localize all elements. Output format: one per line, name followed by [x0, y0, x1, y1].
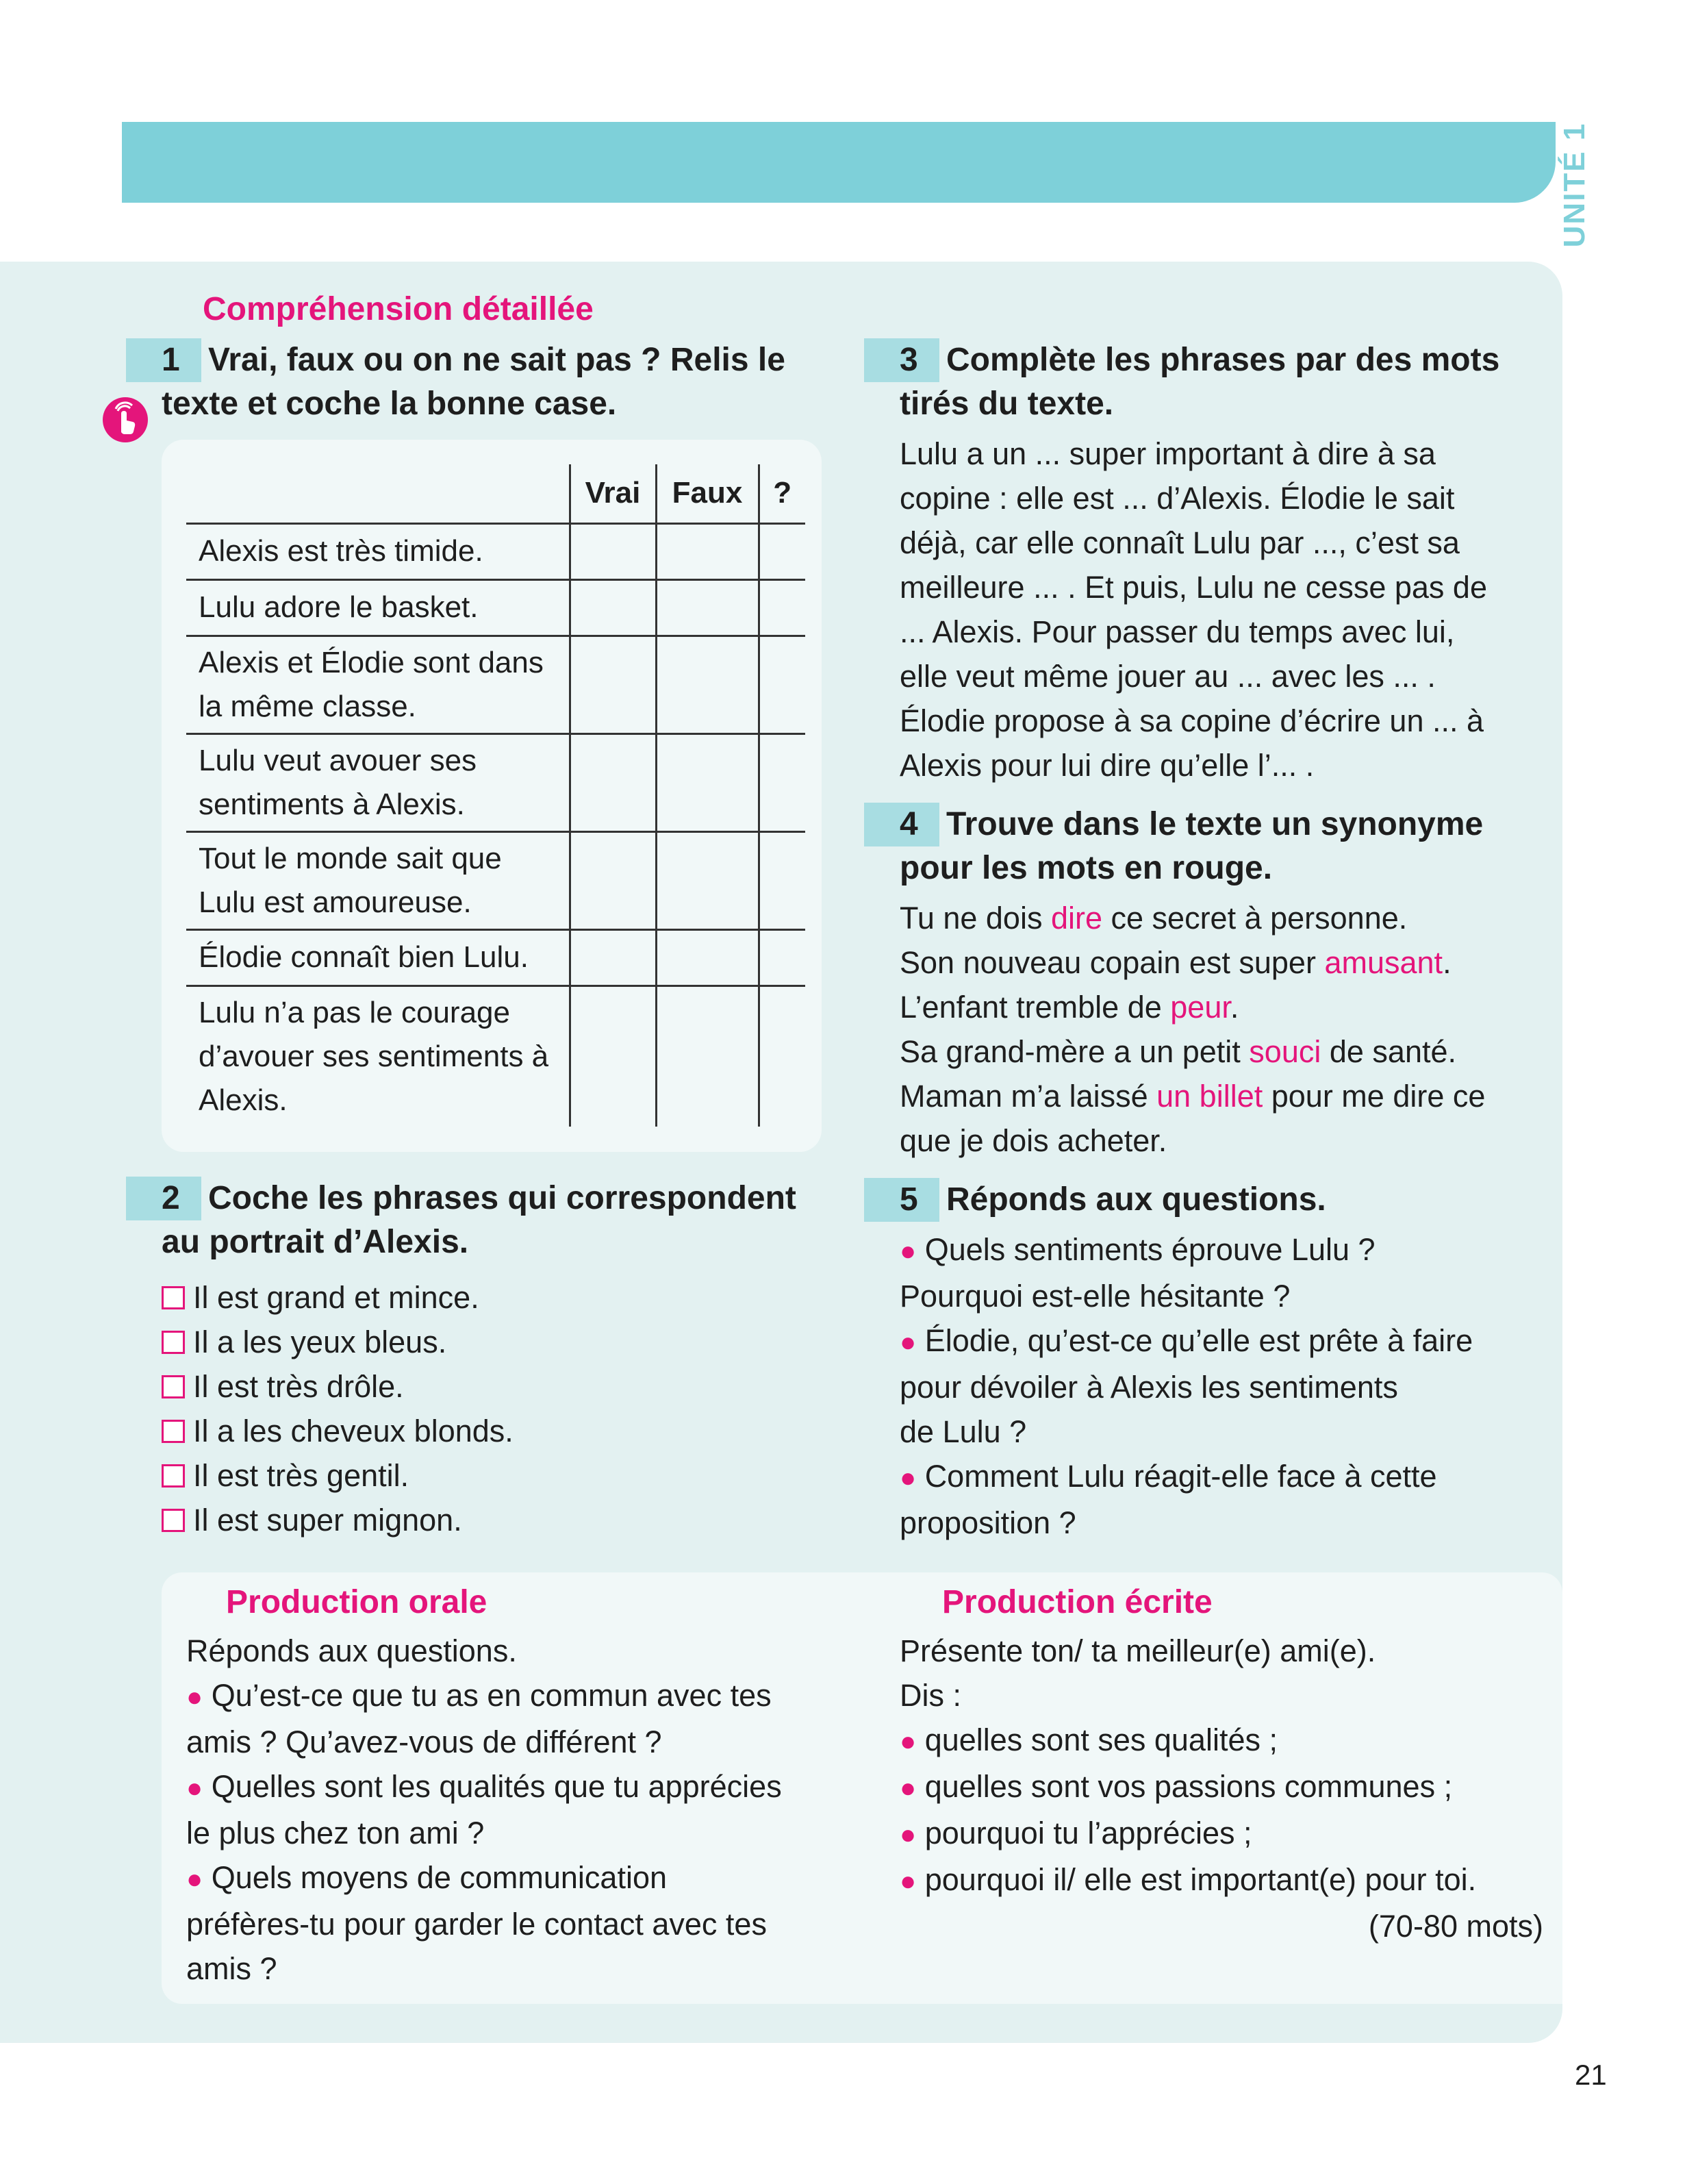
section-title: Compréhension détaillée	[203, 291, 594, 327]
portrait-checklist	[162, 1275, 514, 1542]
production-orale-title: Production orale	[226, 1584, 487, 1620]
true-false-table-card	[162, 440, 822, 1152]
unit-label: UNITÉ 1	[1558, 122, 1591, 248]
exercise-4-number: 4	[864, 803, 939, 846]
bullet-icon: ●	[900, 1727, 917, 1757]
checklist-item: Il est très gentil.	[162, 1453, 514, 1498]
table-header-empty	[186, 464, 570, 523]
checkbox-cell-faux[interactable]	[656, 636, 759, 733]
checkbox[interactable]	[162, 1375, 185, 1398]
checkbox[interactable]	[162, 1286, 185, 1309]
table-row-statement: Tout le monde sait que Lulu est amoureuse.	[186, 831, 570, 929]
table-row-statement: Lulu veut avouer ses sentiments à Alexis.	[186, 733, 570, 831]
checkbox[interactable]	[162, 1464, 185, 1488]
exercise-2-title: 2 Coche les phrases qui correspondent au portrait d’Alexis.	[162, 1177, 796, 1264]
table-row-statement: Alexis et Élodie sont dans la même classe.	[186, 636, 570, 733]
checkbox-cell-vrai[interactable]	[570, 636, 656, 733]
checkbox-cell-vrai[interactable]	[570, 733, 656, 831]
bullet-icon: ●	[900, 1866, 917, 1896]
production-ecrite-text: Présente ton/ ta meilleur(e) ami(e). Dis : ● quelles sont ses qualités ; ● quelles sont vos passions communes ; ● pourquoi tu l’apprécies ; ● pourquoi il/ elle est important(e) pour toi. (70-80 mots)	[900, 1629, 1543, 1948]
checkbox-cell-faux[interactable]	[656, 831, 759, 929]
checkbox[interactable]	[162, 1331, 185, 1354]
column-header-unknown: ?	[759, 464, 805, 523]
checkbox[interactable]	[162, 1420, 185, 1443]
production-orale-text: Réponds aux questions. ● Qu’est-ce que tu as en commun avec tes amis ? Qu’avez-vous de différent ? ● Quelles sont les qualités que tu apprécies le plus chez ton ami ? ● Quels moyens de communication préfères-tu pour garder le contact avec tes amis ?	[186, 1633, 782, 1986]
bullet-icon: ●	[900, 1820, 917, 1850]
checklist-item: Il a les cheveux blonds.	[162, 1409, 514, 1453]
exercise-1-number: 1	[126, 338, 201, 382]
checkbox-cell-faux[interactable]	[656, 986, 759, 1127]
header-banner	[122, 122, 1556, 203]
word-count: (70-80 mots)	[1368, 1909, 1543, 1944]
table-row-statement: Lulu n’a pas le courage d’avouer ses sentiments à Alexis.	[199, 995, 549, 1117]
exercise-5-title: 5 Réponds aux questions.	[900, 1178, 1326, 1222]
table-row-statement: Alexis est très timide.	[186, 523, 570, 579]
true-false-table	[186, 464, 805, 1127]
checkbox-cell-vrai[interactable]	[570, 831, 656, 929]
checkbox-cell-unknown[interactable]	[759, 636, 805, 733]
page-number: 21	[1575, 2059, 1607, 2091]
checkbox-cell-unknown[interactable]	[759, 986, 805, 1127]
table-row-statement: Élodie connaît bien Lulu.	[186, 929, 570, 986]
checkbox-cell-faux[interactable]	[656, 579, 759, 636]
bullet-icon: ●	[900, 1236, 917, 1266]
exercise-5-number: 5	[864, 1178, 939, 1222]
checklist-item: Il est grand et mince.	[162, 1275, 514, 1320]
bullet-icon: ●	[186, 1682, 203, 1712]
checklist-item: Il est très drôle.	[162, 1364, 514, 1409]
bullet-icon: ●	[900, 1327, 917, 1357]
checkbox-cell-unknown[interactable]	[759, 929, 805, 986]
checkbox-cell-vrai[interactable]	[570, 579, 656, 636]
checkbox-cell-unknown[interactable]	[759, 523, 805, 579]
exercise-4-text: Tu ne dois dire ce secret à personne. Son nouveau copain est super amusant. L’enfant tremble de peur. Sa grand-mère a un petit souci de santé. Maman m’a laissé un billet pour me dire ce que je dois acheter.	[900, 901, 1486, 1158]
touch-hand-icon	[103, 397, 148, 442]
bullet-icon: ●	[900, 1773, 917, 1803]
checklist-item: Il est super mignon.	[162, 1498, 514, 1542]
checkbox-cell-vrai[interactable]	[570, 523, 656, 579]
column-header-vrai: Vrai	[570, 464, 656, 523]
checkbox-cell-unknown[interactable]	[759, 579, 805, 636]
exercise-3-text: Lulu a un ... super important à dire à sa copine : elle est ... d’Alexis. Élodie le sait déjà, car elle connaît Lulu par ..., c’est sa meilleure ... . Et puis, Lulu ne cesse pas de ... Alexis. Pour passer du temps avec lui, elle veut même jouer au ... avec les ... . Élodie propose à sa copine d’écrire un ... à Alexis pour lui dire qu’elle l’... .	[900, 436, 1487, 783]
checkbox-cell-unknown[interactable]	[759, 831, 805, 929]
exercise-2-number: 2	[126, 1177, 201, 1220]
exercise-3-number: 3	[864, 338, 939, 382]
bullet-icon: ●	[186, 1864, 203, 1894]
checkbox-cell-faux[interactable]	[656, 523, 759, 579]
exercise-3-title: 3 Complète les phrases par des mots tirés du texte.	[900, 338, 1499, 426]
table-row-statement: Lulu adore le basket.	[186, 579, 570, 636]
exercise-4-title: 4 Trouve dans le texte un synonyme pour les mots en rouge.	[900, 803, 1483, 890]
checkbox-cell-faux[interactable]	[656, 733, 759, 831]
exercise-5-text: ● Quels sentiments éprouve Lulu ? Pourquoi est-elle hésitante ? ● Élodie, qu’est-ce qu’elle est prête à faire pour dévoiler à Alexis les sentiments de Lulu ? ● Comment Lulu réagit-elle face à cette proposition ?	[900, 1232, 1473, 1540]
checkbox-cell-vrai[interactable]	[570, 929, 656, 986]
production-ecrite-title: Production écrite	[942, 1584, 1213, 1620]
checkbox-cell-vrai[interactable]	[570, 986, 656, 1127]
bullet-icon: ●	[900, 1463, 917, 1493]
checkbox[interactable]	[162, 1509, 185, 1532]
checklist-item: Il a les yeux bleus.	[162, 1320, 514, 1364]
checkbox-cell-faux[interactable]	[656, 929, 759, 986]
bullet-icon: ●	[186, 1773, 203, 1803]
checkbox-cell-unknown[interactable]	[759, 733, 805, 831]
column-header-faux: Faux	[656, 464, 759, 523]
exercise-1-title: 1 Vrai, faux ou on ne sait pas ? Relis le texte et coche la bonne case.	[162, 338, 785, 426]
